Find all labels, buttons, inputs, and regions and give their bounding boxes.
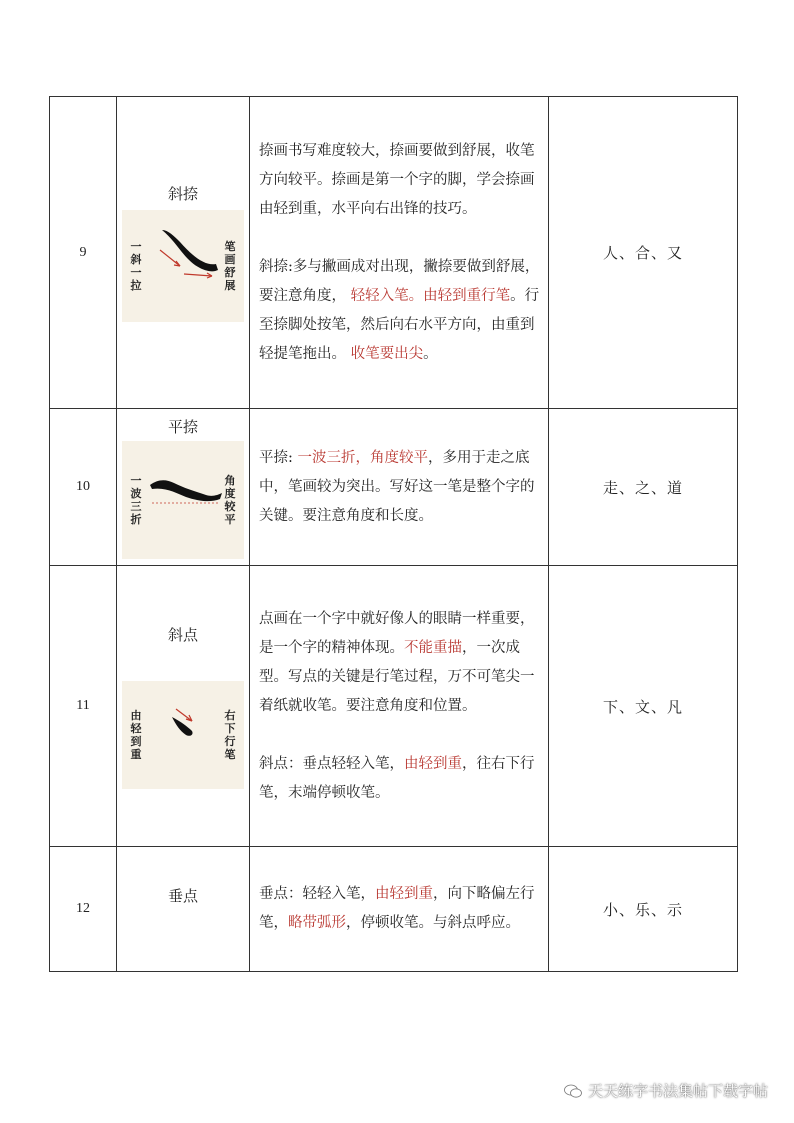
table-row (50, 566, 738, 847)
description-cell (250, 409, 549, 566)
stroke-cell (117, 97, 250, 409)
desc-text: ，一次成型。写点的关键是行笔过程，万不可笔尖一着纸就收笔。要注意角度和位置。 (259, 639, 535, 714)
illustration-right-caption: 角度较平 (224, 473, 236, 526)
description-paragraph (259, 880, 541, 938)
description-cell (250, 566, 549, 847)
example-characters: 人、合、又 (549, 97, 738, 409)
desc-text: 点画在一个字中就好像人的眼睛一样重要，是一个字的精神体现。 (259, 610, 535, 656)
desc-text: 斜点：垂点轻轻入笔， (259, 755, 404, 772)
desc-text: 。行至捺脚处按笔，然后向右水平方向，由重到轻提笔拖出。 (259, 287, 540, 362)
highlight-text: 收笔要出尖 (350, 345, 424, 362)
stroke-name: 垂点 (167, 887, 198, 905)
stroke-name: 平捺 (167, 417, 198, 436)
brush-stroke-image (122, 441, 244, 559)
desc-text: ，向下略偏左行笔， (259, 886, 535, 931)
row-number: 10 (50, 409, 117, 566)
highlight-text: 由轻到重 (404, 755, 462, 772)
brush-stroke-image (122, 210, 244, 322)
illustration-left-caption: 一波三折 (130, 473, 142, 526)
example-characters: 下、文、凡 (549, 566, 738, 847)
stroke-table (49, 96, 738, 972)
desc-text: 平捺: (259, 449, 298, 466)
highlight-text: 一波三折，角度较平 (297, 449, 428, 466)
stroke-cell (117, 409, 250, 566)
desc-text: ，多用于走之底中，笔画较为突出。写好这一笔是整个字的关键。要注意角度和长度。 (259, 449, 535, 524)
description-paragraph (259, 444, 541, 531)
wechat-icon (564, 1084, 582, 1098)
illustration-right-caption: 笔画舒展 (224, 240, 236, 292)
illustration-left-caption: 一斜一拉 (130, 240, 142, 292)
example-characters: 小、乐、示 (549, 847, 738, 972)
stroke-cell (117, 847, 250, 972)
row-number: 12 (50, 847, 117, 972)
stroke-name: 斜点 (167, 625, 198, 644)
description-paragraph (259, 750, 541, 808)
description-paragraph (259, 605, 541, 721)
table-row (50, 409, 738, 566)
desc-text: 。 (423, 345, 438, 362)
highlight-text: 略带弧形 (288, 915, 346, 931)
highlight-text: 不能重描 (404, 639, 462, 656)
desc-text: 斜捺:多与撇画成对出现，撇捺要做到舒展， 要注意角度， (259, 258, 540, 304)
illustration-right-caption: 右下行笔 (224, 708, 236, 761)
watermark (564, 1080, 768, 1101)
stroke-illustration (122, 441, 244, 559)
description-cell (250, 97, 549, 409)
highlight-text: 由轻到重行笔 (423, 287, 511, 304)
stroke-illustration (122, 681, 244, 789)
table-row (50, 847, 738, 972)
stroke-cell (117, 566, 250, 847)
desc-text: 垂点：轻轻入笔， (259, 886, 375, 902)
description-paragraph (259, 253, 541, 369)
desc-text: ，往右下行笔，末端停顿收笔。 (259, 755, 535, 801)
highlight-text: 轻轻入笔。 (350, 287, 424, 304)
example-characters: 走、之、道 (549, 409, 738, 566)
watermark-text: 天天练字书法集帖下载字帖 (587, 1082, 768, 1100)
row-number: 11 (50, 566, 117, 847)
stroke-illustration (122, 210, 244, 322)
description-cell (250, 847, 549, 972)
table-row (50, 97, 738, 409)
desc-text: ，停顿收笔。与斜点呼应。 (346, 915, 520, 931)
stroke-name: 斜捺 (167, 185, 198, 203)
highlight-text: 由轻到重 (375, 886, 433, 902)
illustration-left-caption: 由轻到重 (130, 708, 142, 761)
brush-stroke-image (122, 681, 244, 789)
description-paragraph: 捺画书写难度较大，捺画要做到舒展，收笔方向较平。捺画是第一个字的脚，学会捺画由轻到重，水平向右出锋的技巧。 (259, 142, 535, 217)
row-number: 9 (50, 97, 117, 409)
